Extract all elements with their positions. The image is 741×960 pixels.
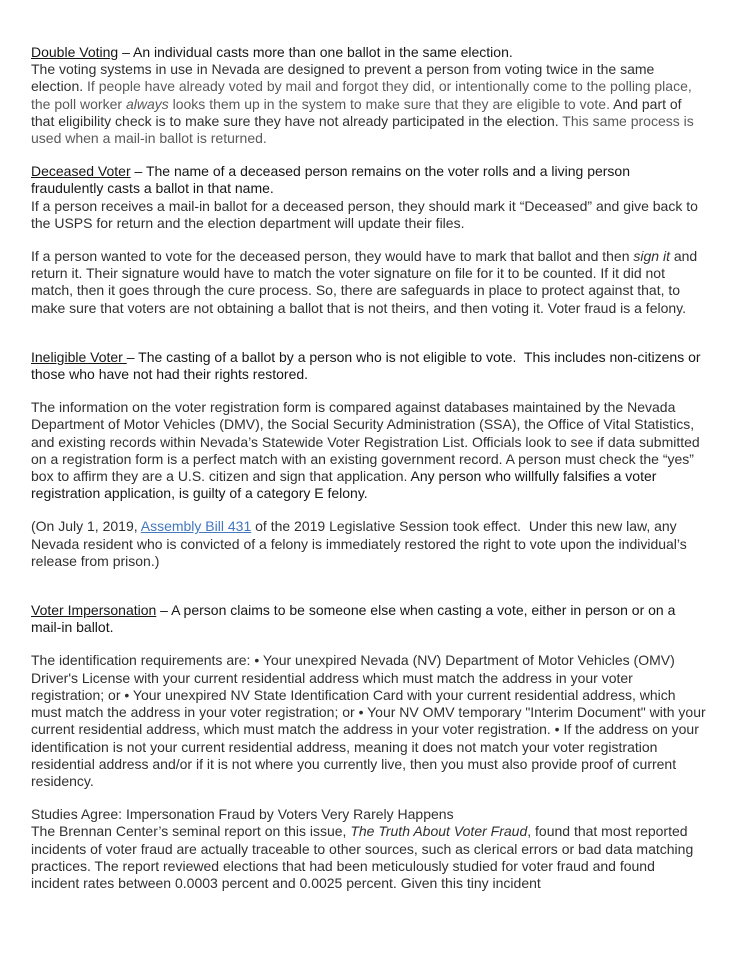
brennan-center-report-text: The Truth About Voter Fraud	[350, 823, 528, 840]
double-voting-body	[31, 61, 706, 147]
double-voting-body-text: This same process is used when a mail-in ballot is returned.	[31, 112, 698, 147]
ineligible-voter-definition-text: Ineligible Voter	[31, 348, 127, 365]
assembly-bill-note-text: of the 2019 Legislative Session took effect. Under this new law, any Nevada resident who is convicted of a felony is immediately restored the right to vote upon the individual’s release from prison.)	[31, 518, 691, 569]
deceased-voter-signature	[31, 248, 706, 317]
deceased-voter-signature-text: sign it	[633, 248, 670, 265]
deceased-voter-mail-ballot	[31, 198, 706, 232]
deceased-voter-mail-ballot-text: If a person receives a mail-in ballot for a deceased person, they should mark it “Deceased” and give back to the USPS for return and the election department will update their files.	[31, 197, 702, 231]
double-voting-body-text: The voting systems in use in Nevada are designed to prevent a person from voting twice in the same election.	[31, 61, 659, 95]
brennan-center-report-text: The Brennan Center’s seminal report on this issue,	[31, 823, 351, 840]
brennan-center-report-text: , found that most reported incidents of voter fraud are actually traceable to other sources, such as clerical errors or bad data matching practices. The report reviewed elections that had been meticulously studied for voter fraud and found incident rates between 0.0003 percent and 0.0025 percent. Given this tiny incident	[31, 823, 698, 891]
voter-impersonation-definition	[31, 602, 706, 636]
ineligible-voter-definition-text: – The casting of a ballot by a person who is not eligible to vote. This includes non-citizens or those who have not had their rights restored.	[31, 348, 705, 383]
ineligible-voter-verification	[31, 399, 706, 502]
deceased-voter-definition	[31, 163, 706, 197]
ineligible-voter-verification-text: The information on the voter registration form is compared against databases maintained by the Nevada Department of Motor Vehicles (DMV), the Social Security Administration (SSA), the Office of Vital Statistics, and existing records within Nevada’s Statewide Voter Registration List. Officials look to see if data submitted on a registration form is a perfect match with an existing government record. A person must check the “yes” box to affirm they are a U.S. citizen and sign that application.	[31, 399, 704, 485]
deceased-voter-signature-text: and return it. Their signature would have to match the voter signature on file for it to be counted. If it did not match, then it goes through the cure process. So, there are safeguards in place to protect against that, to make sure that voters are not obtaining a ballot that is not theirs, and then voting it. Voter fraud is a felony.	[31, 248, 702, 316]
double-voting-definition-text: Double Voting	[31, 44, 119, 60]
double-voting-definition	[31, 44, 706, 61]
studies-agree-heading-text: Studies Agree: Impersonation Fraud by Voters Very Rarely Happens	[31, 806, 454, 823]
ineligible-voter-definition	[31, 349, 706, 383]
voter-impersonation-definition-text: Voter Impersonation	[31, 602, 157, 619]
voter-impersonation-definition-text: – A person claims to be someone else when casting a vote, either in person or on a mail-in ballot.	[31, 602, 680, 636]
double-voting-body-text: always	[125, 95, 169, 112]
identification-requirements-text: The identification requirements are: • Your unexpired Nevada (NV) Department of Motor Vehicles (OMV) Driver's License with your current residential address which must match the address in your voter registration; or • Your unexpired NV State Identification Card with your current residential address, which must match the address in your voter registration; or • Your NV OMV temporary "Interim Document" with your current residential address, which must match the address in your voter registration. • If the address on your identification is not your current residential address, meaning it does not match your voter registration residential address and/or if it is not where you currently live, then you must also provide proof of current residency.	[31, 652, 710, 789]
double-voting-body-text: looks them up in the system to make sure that they are eligible to vote.	[168, 95, 610, 112]
deceased-voter-signature-text: If a person wanted to vote for the deceased person, they would have to mark that ballot and then	[31, 248, 634, 265]
deceased-voter-definition-text: Deceased Voter	[31, 163, 131, 180]
identification-requirements	[31, 652, 710, 790]
double-voting-body-text: And part of that eligibility check is to make sure they have not already participated in the election.	[31, 95, 686, 129]
studies-agree-heading	[31, 806, 706, 823]
ineligible-voter-verification-text: Any person who willfully falsifies a voter registration application, is guilty of a category E felony.	[31, 468, 661, 502]
assembly-bill-431-link[interactable]: Assembly Bill 431	[140, 518, 252, 535]
deceased-voter-definition-text: – The name of a deceased person remains on the voter rolls and a living person fraudulently casts a ballot in that name.	[31, 163, 634, 197]
brennan-center-report	[31, 823, 706, 892]
assembly-bill-note-text: (On July 1, 2019,	[31, 518, 141, 535]
double-voting-definition-text: – An individual casts more than one ballot in the same election.	[118, 44, 513, 60]
assembly-bill-note	[31, 518, 706, 570]
double-voting-body-text: If people have already voted by mail and forgot they did, or intentionally come to the polling place, the poll worker	[31, 78, 696, 112]
